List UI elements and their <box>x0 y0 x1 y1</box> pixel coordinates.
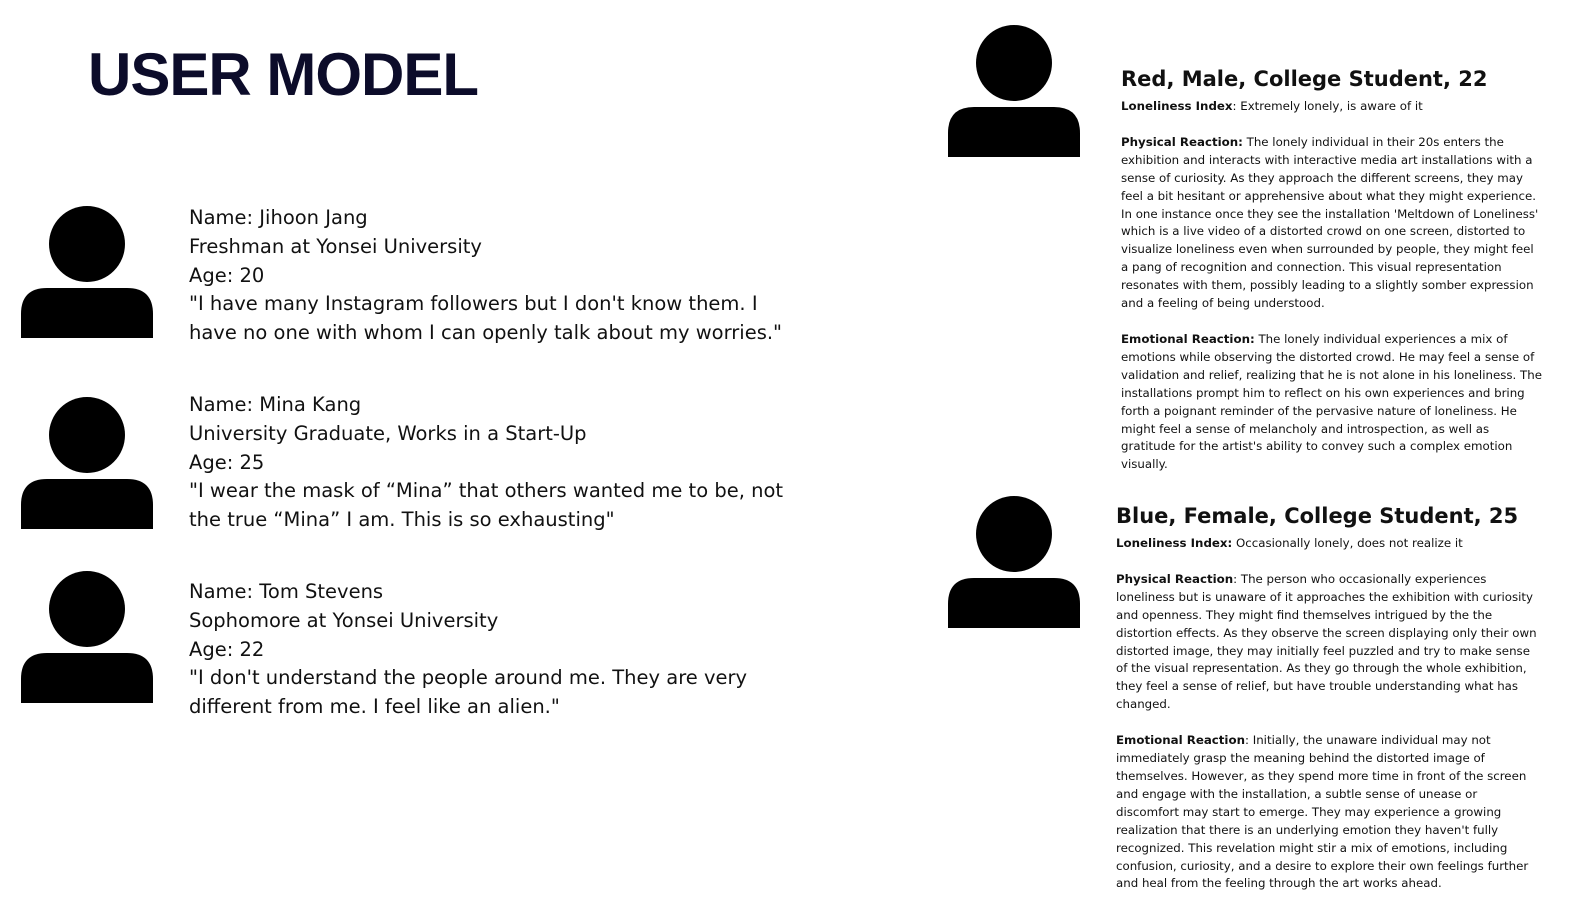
emotional-reaction <box>1121 331 1543 474</box>
physical-reaction-text: The lonely individual in their 20s enters the exhibition and interacts with interactive media art installations with a sense of curiosity. As they approach the different screens, they may feel a bit hesitant or apprehensive about what they might experience. In one instance once they see the installation 'Meltdown of Loneliness' which is a live video of a distorted crowd on one screen, distorted to visualize loneliness even when surrounded by people, they might feel a pang of recognition and connection. This visual representation resonates with them, possibly leading to a slightly somber expression and a feeling of being understood. <box>1121 134 1539 311</box>
physical-reaction-label: Physical Reaction: <box>1121 134 1243 149</box>
physical-reaction-label: Physical Reaction <box>1116 571 1234 586</box>
persona-card <box>189 391 809 535</box>
persona-name: Name: Jihoon Jang <box>189 206 368 229</box>
loneliness-index <box>1121 98 1543 116</box>
emotional-reaction-label: Emotional Reaction: <box>1121 331 1255 346</box>
user-model-blue <box>1116 503 1538 893</box>
loneliness-index-text: Occasionally lonely, does not realize it <box>1232 536 1463 550</box>
model-heading: Blue, Female, College Student, 25 <box>1116 504 1519 528</box>
emotional-reaction <box>1116 732 1538 893</box>
persona-name: Name: Mina Kang <box>189 393 362 416</box>
physical-reaction <box>1116 571 1538 714</box>
user-model-red <box>1121 66 1543 474</box>
loneliness-index <box>1116 535 1538 553</box>
persona-age: Age: 20 <box>189 263 265 287</box>
persona-role: University Graduate, Works in a Start-Up <box>189 421 587 445</box>
persona-card <box>189 204 809 348</box>
emotional-reaction-text: : Initially, the unaware individual may not immediately grasp the meaning behind the distorted image of themselves. However, as they spend more time in front of the screen and engage with the installation, a subtle sense of unease or discomfort may start to emerge. They may experience a growing realization that there is an underlying emotion they haven't fully recognized. This revelation might stir a mix of emotions, including confusion, curiosity, and a desire to explore their own feelings further and heal from the feeling through the art works ahead. <box>1116 733 1529 891</box>
emotional-reaction-text: The lonely individual experiences a mix of emotions while observing the distorted crowd. He may feel a sense of validation and relief, realizing that he is not alone in his loneliness. The installations prompt him to reflect on his own experiences and bring forth a poignant reminder of the pervasive nature of loneliness. He might feel a sense of melancholy and introspection, as well as gratitude for the artist's ability to convey such a complex emotion visually. <box>1121 331 1542 472</box>
persona-age: Age: 25 <box>189 450 265 474</box>
page-title: USER MODEL <box>88 41 479 108</box>
person-silhouette-icon <box>948 25 1080 157</box>
physical-reaction <box>1121 134 1543 313</box>
persona-role: Freshman at Yonsei University <box>189 234 482 258</box>
person-silhouette-icon <box>948 496 1080 628</box>
persona-name: Name: Tom Stevens <box>189 580 384 603</box>
loneliness-index-label: Loneliness Index: <box>1116 536 1233 550</box>
persona-role: Sophomore at Yonsei University <box>189 608 499 632</box>
emotional-reaction-label: Emotional Reaction <box>1116 733 1245 748</box>
loneliness-index-label: Loneliness Index <box>1121 99 1233 113</box>
persona-quote: "I wear the mask of “Mina” that others wanted me to be, not the true “Mina” I am. This is so exhausting" <box>189 479 784 532</box>
physical-reaction-text: : The person who occasionally experiences loneliness but is unaware of it approaches the exhibition with curiosity and openness. They might find themselves intrigued by the the distortion effects. As they observe the screen displaying only their own distorted image, they may initially feel puzzled and try to make sense of the visual representation. As they go through the whole exhibition, they feel a sense of relief, but have trouble understanding what has changed. <box>1116 571 1537 712</box>
loneliness-index-text: : Extremely lonely, is aware of it <box>1232 99 1423 113</box>
persona-quote: "I don't understand the people around me. They are very different from me. I feel like an alien." <box>189 666 748 719</box>
persona-quote: "I have many Instagram followers but I don't know them. I have no one with whom I can openly talk about my worries." <box>189 292 783 345</box>
model-heading: Red, Male, College Student, 22 <box>1121 67 1488 91</box>
person-silhouette-icon <box>21 397 153 529</box>
person-silhouette-icon <box>21 571 153 703</box>
persona-age: Age: 22 <box>189 637 265 661</box>
person-silhouette-icon <box>21 206 153 338</box>
persona-card <box>189 578 809 722</box>
